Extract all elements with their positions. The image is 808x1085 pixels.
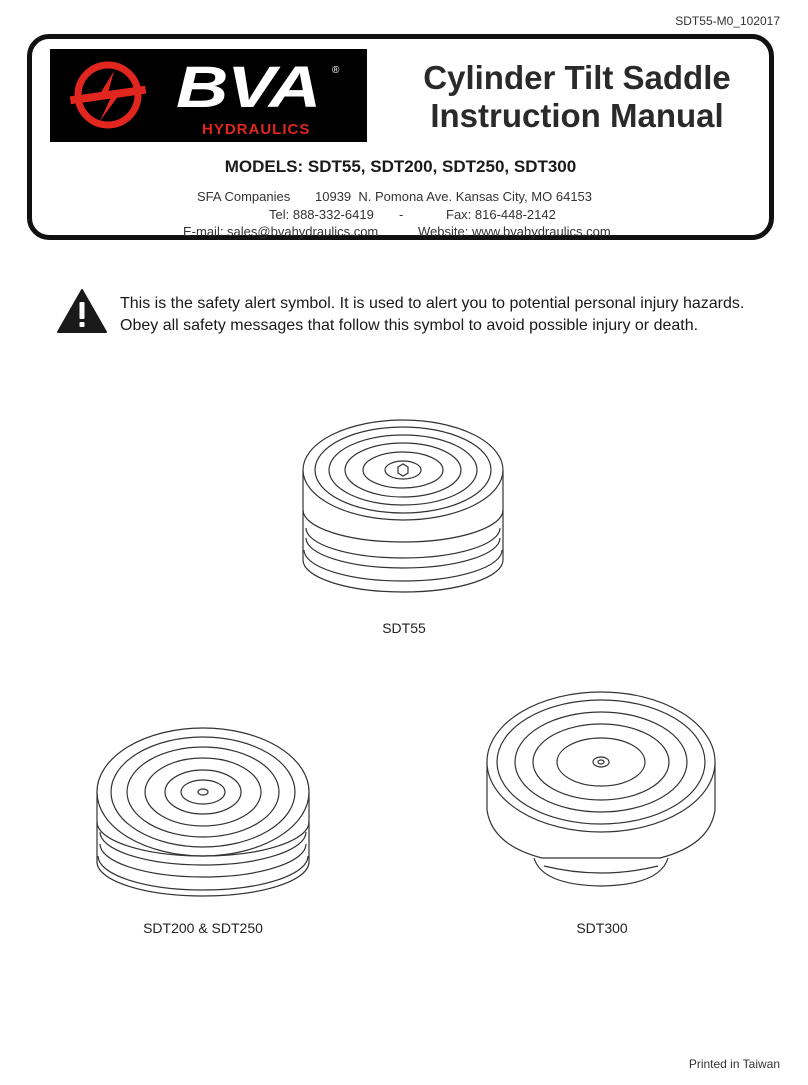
title-line-2: Instruction Manual	[430, 97, 724, 134]
header-box	[27, 34, 774, 240]
contact-separator: -	[399, 207, 404, 222]
sdt300-drawing	[482, 690, 720, 890]
bva-logo	[50, 49, 367, 142]
safety-alert-line-1: This is the safety alert symbol. It is used to alert you to potential personal injury hazards.	[120, 295, 745, 312]
registered-mark: ®	[332, 65, 340, 76]
title-line-1: Cylinder Tilt Saddle	[423, 59, 731, 96]
warning-triangle-icon	[56, 288, 108, 334]
printed-location: Printed in Taiwan	[688, 1057, 780, 1071]
company-address: 10939 N. Pomona Ave. Kansas City, MO 64153	[315, 189, 593, 204]
sdt200-drawing	[92, 722, 314, 902]
page-title	[417, 59, 737, 135]
website-link[interactable]: Website: www.bvahydraulics.com	[418, 224, 611, 239]
logo-subtitle: HYDRAULICS	[202, 121, 311, 138]
caption-sdt300: SDT300	[576, 920, 628, 936]
fax-number: Fax: 816-448-2142	[446, 207, 556, 222]
safety-alert-text	[120, 293, 744, 337]
sdt55-drawing	[298, 410, 508, 600]
lightning-logo-icon	[50, 49, 170, 142]
company-name: SFA Companies	[197, 189, 291, 204]
safety-alert-line-2: Obey all safety messages that follow this symbol to avoid possible injury or death.	[120, 317, 699, 334]
phone-number: Tel: 888-332-6419	[269, 207, 374, 222]
email-link[interactable]: E-mail: sales@bvahydraulics.com	[183, 224, 379, 239]
document-code: SDT55-M0_102017	[675, 14, 780, 28]
caption-sdt200-sdt250: SDT200 & SDT250	[143, 920, 263, 936]
logo-wordmark: BVA	[176, 55, 320, 120]
models-line: MODELS: SDT55, SDT200, SDT250, SDT300	[224, 157, 577, 176]
caption-sdt55: SDT55	[382, 620, 426, 636]
